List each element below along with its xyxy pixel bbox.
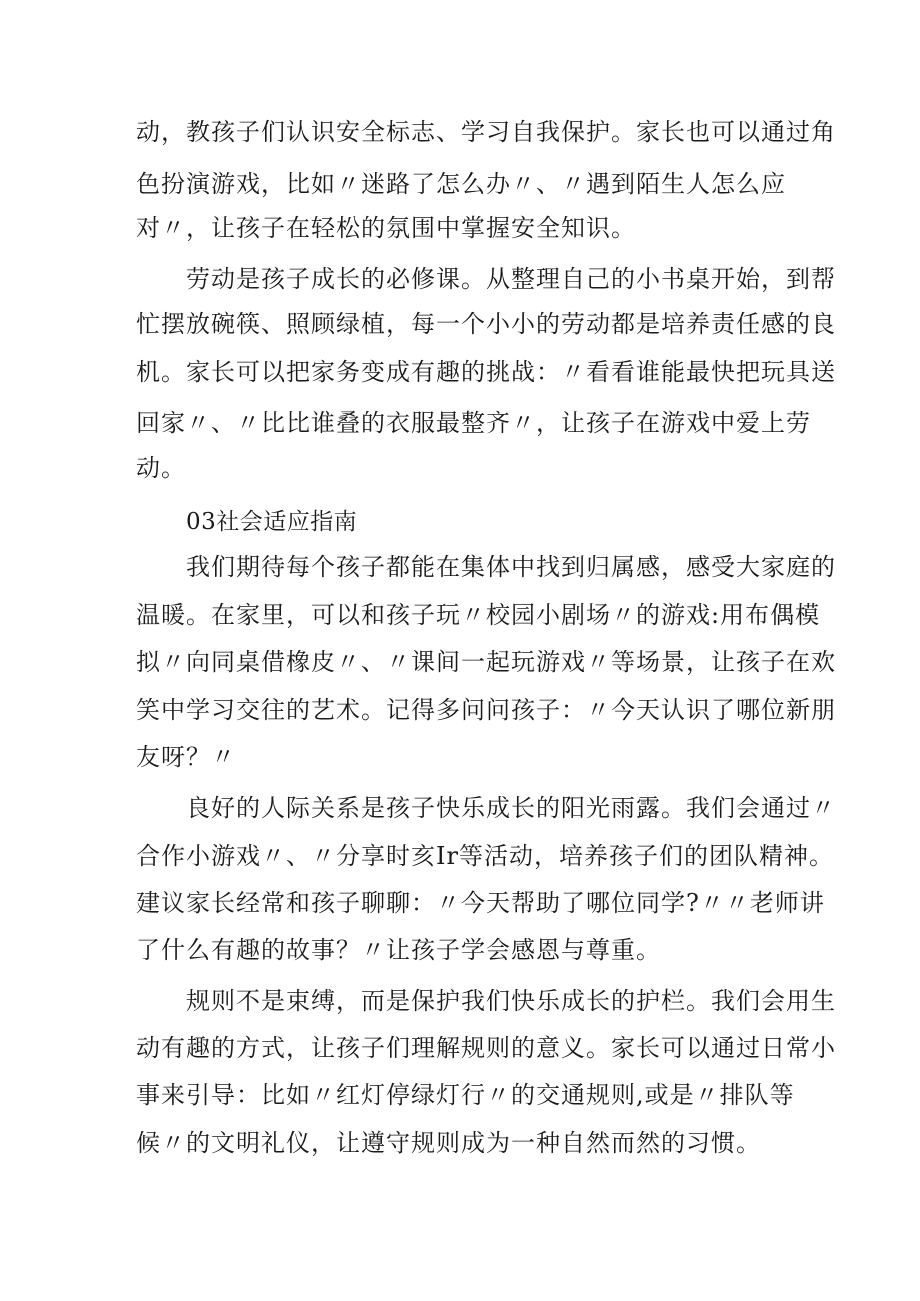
text-line: 对〃，让孩子在轻松的氛围中掌握安全知识。 [136,214,636,242]
text-line: 回家〃、〃比比谁叠的衣服最整齐〃，让孩子在游戏中爱上劳 [136,409,811,437]
text-line: 拟〃向同桌借橡皮〃、〃课间一起玩游戏〃等场景，让孩子在欢 [136,648,836,676]
text-line: 色扮演游戏，比如〃迷路了怎么办〃、〃遇到陌生人怎么应 [136,170,786,198]
text-line: 合作小游戏〃、〃分享时亥Ir等活动，培养孩子们的团队精神。 [136,842,834,870]
text-line: 动，教孩子们认识安全标志、学习自我保护。家长也可以通过角 [136,118,836,146]
text-line: 事来引导：比如〃红灯停绿灯行〃的交通规则,或是〃排队等 [136,1081,795,1109]
text-line: 温暖。在家里，可以和孩子玩〃校园小剧场〃的游戏:用布偶模 [136,601,821,629]
paragraph-start-line: 规则不是束缚，而是保护我们快乐成长的护栏。我们会用生 [186,987,836,1015]
text-line: 动。 [136,454,186,482]
text-line: 建议家长经常和孩子聊聊：〃今天帮助了哪位同学?〃〃老师讲 [136,889,825,917]
text-line: 动有趣的方式，让孩子们理解规则的意义。家长可以通过日常小 [136,1034,836,1062]
text-line: 机。家长可以把家务变成有趣的挑战：〃看看谁能最快把玩具送 [136,358,836,386]
paragraph-start-line: 良好的人际关系是孩子快乐成长的阳光雨露。我们会通过〃 [186,794,836,822]
text-line: 候〃的文明礼仪，让遵守规则成为一种自然而然的习惯。 [136,1129,761,1157]
text-line: 友呀？〃 [136,743,236,771]
paragraph-start-line: 劳动是孩子成长的必修课。从整理自己的小书桌开始，到帮 [186,265,836,293]
section-heading: 03社会适应指南 [186,509,358,535]
text-line: 笑中学习交往的艺术。记得多问问孩子：〃今天认识了哪位新朋 [136,696,836,724]
paragraph-start-line: 我们期待每个孩子都能在集体中找到归属感，感受大家庭的 [186,553,836,581]
text-line: 忙摆放碗筷、照顾绿植，每一个小小的劳动都是培养责任感的良 [136,310,836,338]
text-line: 了什么有趣的故事？〃让孩子学会感恩与尊重。 [136,936,661,964]
